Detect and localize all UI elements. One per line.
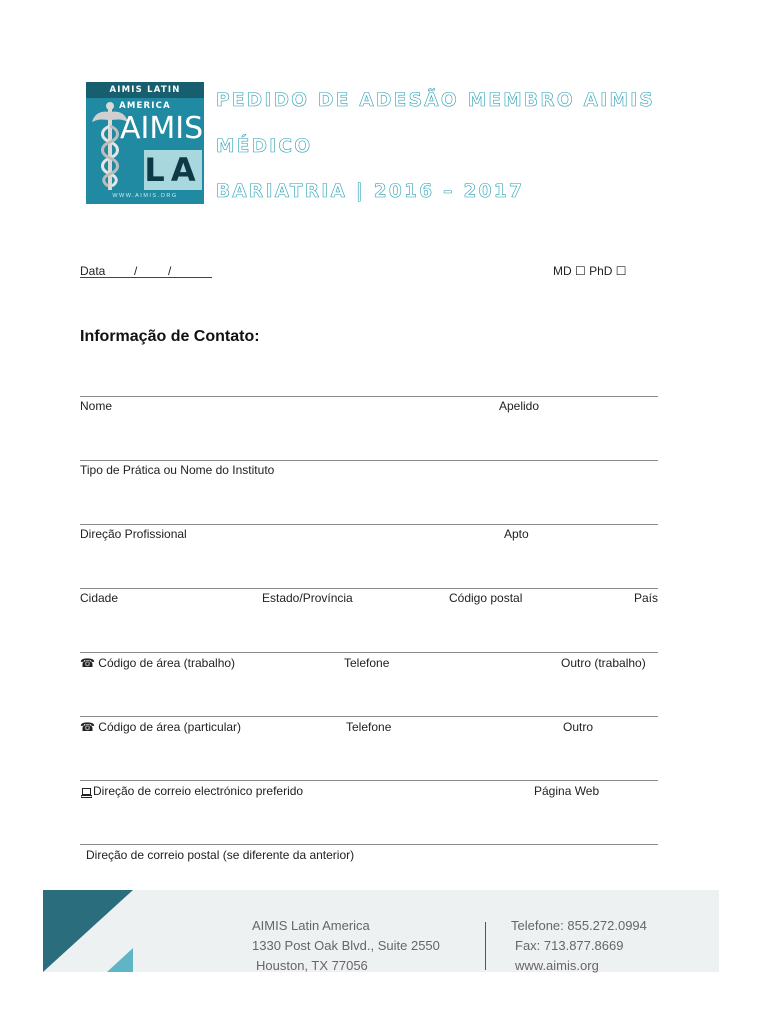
label-area-trabalho: ☎ Código de área (trabalho)	[80, 656, 236, 670]
label-nome: Nome	[80, 399, 113, 413]
logo-aimis-text: AIMIS	[120, 111, 204, 146]
label-pais: País	[634, 591, 659, 605]
footer-address-line1: 1330 Post Oak Blvd., Suite 2550	[252, 938, 440, 953]
field-line-tipo[interactable]	[80, 460, 658, 461]
label-telefone-trabalho: Telefone	[344, 656, 390, 670]
footer-address-line2: Houston, TX 77056	[256, 958, 368, 973]
field-line-postal[interactable]	[80, 844, 658, 845]
logo-top-text: AIMIS LATIN AMERICA	[86, 82, 204, 98]
label-cidade: Cidade	[80, 591, 119, 605]
form-year: BARIATRIA | 2016 – 2017	[216, 181, 525, 202]
label-apelido: Apelido	[499, 399, 540, 413]
computer-icon	[81, 785, 92, 794]
field-line-telefone-particular[interactable]	[80, 716, 658, 717]
logo-url: WWW.AIMIS.ORG	[112, 193, 178, 199]
date-separator: /	[168, 264, 172, 278]
field-line-cidade[interactable]	[80, 588, 658, 589]
footer-divider	[485, 922, 486, 970]
field-line-telefone-trabalho[interactable]	[80, 652, 658, 653]
footer-phone: Telefone: 855.272.0994	[511, 918, 647, 933]
label-apto: Apto	[504, 527, 529, 541]
degree-checkboxes[interactable]: MD ☐ PhD ☐	[553, 264, 627, 278]
form-subtitle: MÉDICO	[216, 136, 313, 157]
label-correio-postal: Direção de correio postal (se diferente da anterior)	[86, 848, 355, 862]
footer-website[interactable]: www.aimis.org	[515, 958, 599, 973]
label-area-particular: ☎ Código de área (particular)	[80, 720, 242, 734]
field-line-email[interactable]	[80, 780, 658, 781]
label-email: Direção de correio electrónico preferido	[93, 784, 304, 798]
field-line-nome[interactable]	[80, 396, 658, 397]
label-direcao-profissional: Direção Profissional	[80, 527, 187, 541]
footer-org: AIMIS Latin America	[252, 918, 370, 933]
section-title: Informação de Contato:	[80, 328, 260, 345]
footer-fax: Fax: 713.877.8669	[515, 938, 624, 953]
label-codigo-postal: Código postal	[449, 591, 523, 605]
label-estado: Estado/Província	[262, 591, 353, 605]
date-label: Data	[80, 264, 106, 278]
footer-triangle-graphic	[43, 890, 133, 972]
label-pagina-web: Página Web	[534, 784, 600, 798]
date-separator: /	[134, 264, 138, 278]
label-outro: Outro	[563, 720, 594, 734]
form-title: PEDIDO DE ADESÃO MEMBRO AIMIS	[216, 90, 656, 111]
aimis-logo	[86, 82, 204, 204]
field-line-direcao[interactable]	[80, 524, 658, 525]
label-tipo-pratica: Tipo de Prática ou Nome do Instituto	[80, 463, 275, 477]
label-telefone-particular: Telefone	[346, 720, 392, 734]
logo-la-text: LA	[144, 151, 202, 189]
label-outro-trabalho: Outro (trabalho)	[561, 656, 646, 670]
